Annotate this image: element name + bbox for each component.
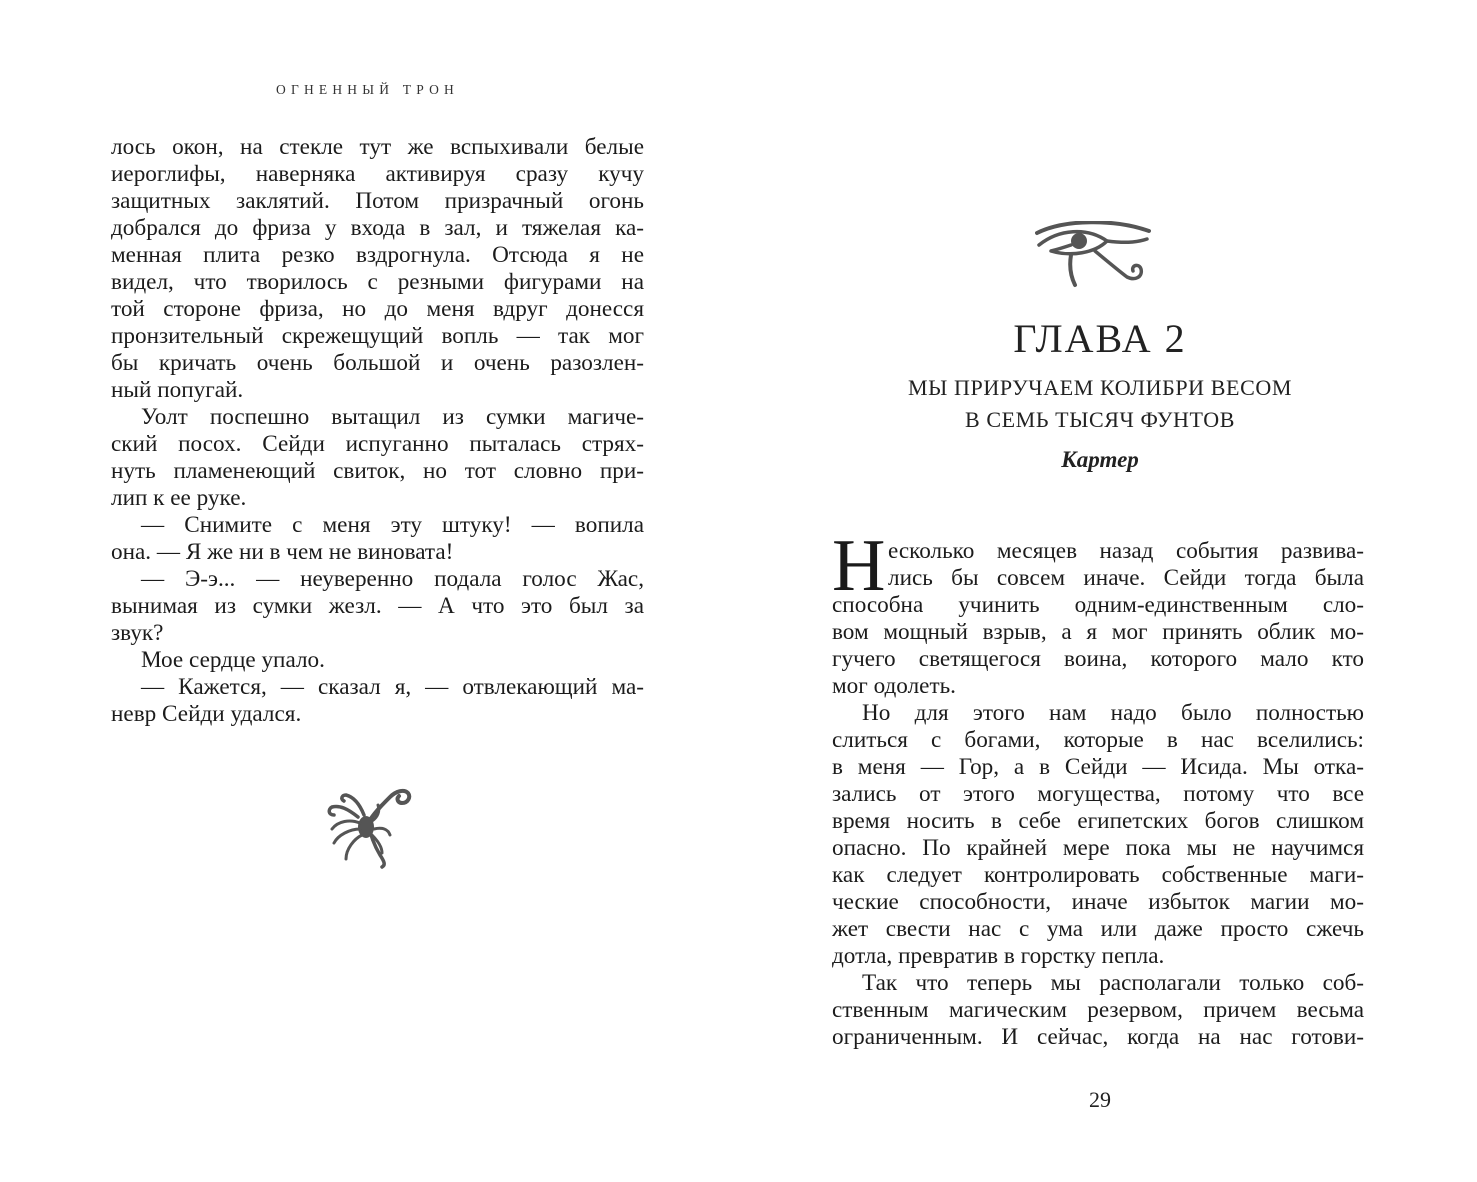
eye-of-horus-icon: [1035, 221, 1151, 293]
right-page-text: [832, 525, 1364, 1051]
text-line: защитных заклятий. Потом призрачный огонь: [111, 188, 644, 214]
text-line: менная плита резко вздрогнула. Отсюда я не: [111, 242, 644, 268]
text-line: зались от этого могущества, потому что все: [832, 781, 1364, 807]
text-line: время носить в себе египетских богов слишком: [832, 808, 1364, 834]
chapter-subtitle-line-1: МЫ ПРИРУЧАЕМ КОЛИБРИ ВЕСОМ: [907, 375, 1293, 400]
scorpion-icon: [324, 783, 412, 869]
text-line: ственным магическим резервом, причем весьма: [832, 997, 1364, 1023]
text-line: — Кажется, — сказал я, — отвлекающий ма-: [141, 674, 644, 700]
text-line: иероглифы, наверняка активируя сразу кучу: [111, 161, 644, 187]
text-line: видел, что творилось с резными фигурами на: [111, 269, 644, 295]
left-page-text: [111, 134, 644, 728]
text-line: ческие способности, иначе избыток магии мо-: [832, 889, 1364, 915]
page-number: 29: [1089, 1087, 1111, 1112]
text-line: лись бы совсем иначе. Сейди тогда была: [888, 565, 1364, 591]
text-line: бы кричать очень большой и очень разозлен-: [111, 350, 644, 376]
drop-cap: Н: [832, 525, 886, 607]
text-line: жет свести нас с ума или даже просто сжечь: [832, 916, 1364, 942]
text-line: Но для этого нам надо было полностью: [862, 700, 1364, 726]
text-line: опасно. По крайней мере пока мы не научимся: [832, 835, 1364, 861]
text-line: ный попугай.: [111, 377, 244, 403]
text-line: звук?: [111, 620, 164, 646]
text-line: слиться с богами, которые в нас вселились:: [832, 727, 1364, 753]
text-line: лип к ее руке.: [111, 485, 247, 511]
text-line: невр Сейди удался.: [111, 701, 302, 727]
text-line: ский посох. Сейди испуганно пыталась стрях-: [111, 431, 644, 457]
text-line: Мое сердце упало.: [141, 647, 325, 673]
text-line: вынимая из сумки жезл. — А что это был за: [111, 593, 644, 619]
text-line: добрался до фриза у входа в зал, и тяжелая ка-: [111, 215, 644, 241]
text-line: — Снимите с меня эту штуку! — вопила: [141, 512, 644, 538]
text-line: Уолт поспешно вытащил из сумки магиче-: [141, 404, 644, 430]
text-line: дотла, превратив в горстку пепла.: [832, 943, 1165, 969]
chapter-title: ГЛАВА 2: [1013, 316, 1187, 361]
chapter-narrator: Картер: [1061, 447, 1139, 472]
text-line: той стороне фриза, но до меня вдруг донесся: [111, 296, 644, 322]
running-head: ОГНЕННЫЙ ТРОН: [276, 82, 459, 97]
text-line: вом мощный взрыв, а я мог принять облик мо-: [832, 619, 1364, 645]
text-line: пронзительный скрежещущий вопль — так мог: [111, 323, 644, 349]
text-line: есколько месяцев назад события развива-: [888, 538, 1364, 564]
text-line: лось окон, на стекле тут же вспыхивали белые: [111, 134, 644, 160]
text-line: — Э-э... — неуверенно подала голос Жас,: [141, 566, 644, 592]
text-line: нуть пламенеющий свиток, но тот словно при-: [111, 458, 644, 484]
text-line: способна учинить одним-единственным сло-: [832, 592, 1364, 618]
text-line: мог одолеть.: [832, 673, 956, 699]
text-line: гучего светящегося воина, которого мало кто: [832, 646, 1364, 672]
text-line: как следует контролировать собственные маги-: [832, 862, 1364, 888]
chapter-subtitle-line-2: В СЕМЬ ТЫСЯЧ ФУНТОВ: [964, 407, 1236, 432]
text-line: Так что теперь мы располагали только соб-: [862, 970, 1364, 996]
text-line: в меня — Гор, а в Сейди — Исида. Мы отка-: [832, 754, 1364, 780]
text-line: ограниченным. И сейчас, когда на нас готови-: [832, 1024, 1364, 1050]
chapter-subtitle: [860, 372, 1340, 436]
text-line: она. — Я же ни в чем не виновата!: [111, 539, 454, 565]
